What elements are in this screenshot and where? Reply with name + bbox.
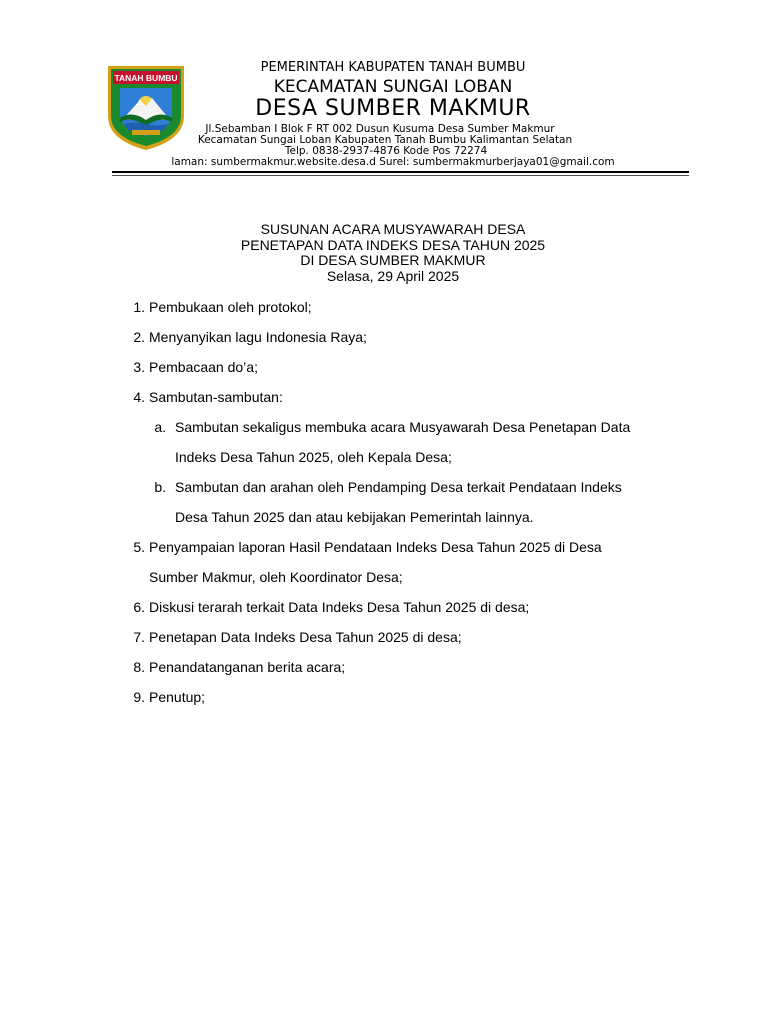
- letterhead-contact: laman: sumbermakmur.website.desa.d Surel: sumbermakmurberjaya01@gmail.com: [171, 156, 615, 168]
- list-text: Pembukaan oleh protokol;: [149, 299, 312, 315]
- sub-list-text-line1: Sambutan sekaligus membuka acara Musyawarah Desa Penetapan Data: [175, 419, 631, 435]
- letterhead-government: PEMERINTAH KABUPATEN TANAH BUMBU: [260, 60, 526, 75]
- list-number: 2.: [133, 329, 145, 345]
- list-text-line2: Sumber Makmur, oleh Koordinator Desa;: [149, 569, 403, 585]
- sub-list-text-line2: Desa Tahun 2025 dan atau kebijakan Pemerintah lainnya.: [175, 509, 534, 525]
- list-number: 7.: [133, 629, 145, 645]
- list-text: Sambutan-sambutan:: [149, 389, 283, 405]
- list-number: 5.: [133, 539, 145, 555]
- sub-list-text-line1: Sambutan dan arahan oleh Pendamping Desa terkait Pendataan Indeks: [175, 479, 622, 495]
- list-number: 3.: [133, 359, 145, 375]
- letterhead-divider-thin: [112, 175, 689, 176]
- letterhead-address-line2: Kecamatan Sungai Loban Kabupaten Tanah Bumbu Kalimantan Selatan: [197, 134, 573, 146]
- list-number: 9.: [133, 689, 145, 705]
- list-text-line1: Penyampaian laporan Hasil Pendataan Indeks Desa Tahun 2025 di Desa: [149, 539, 602, 555]
- sub-list-letter: a.: [154, 419, 166, 435]
- sub-list-text-line2: Indeks Desa Tahun 2025, oleh Kepala Desa;: [175, 449, 452, 465]
- list-text: Penetapan Data Indeks Desa Tahun 2025 di desa;: [149, 629, 462, 645]
- title-line3: DI DESA SUMBER MAKMUR: [300, 252, 486, 268]
- list-number: 4.: [133, 389, 145, 405]
- letterhead-address-line1: Jl.Sebamban I Blok F RT 002 Dusun Kusuma Desa Sumber Makmur: [205, 123, 555, 135]
- list-text: Diskusi terarah terkait Data Indeks Desa Tahun 2025 di desa;: [149, 599, 530, 615]
- letterhead-village: DESA SUMBER MAKMUR: [255, 96, 531, 121]
- title-line2: PENETAPAN DATA INDEKS DESA TAHUN 2025: [240, 236, 546, 253]
- list-number: 8.: [133, 659, 145, 675]
- title-date: Selasa, 29 April 2025: [326, 267, 460, 284]
- title-line1: SUSUNAN ACARA MUSYAWARAH DESA: [260, 221, 526, 237]
- list-text: Pembacaan do’a;: [149, 359, 258, 375]
- letterhead-phone: Telp. 0838-2937-4876 Kode Pos 72274: [284, 145, 488, 157]
- document-title: [0, 222, 768, 284]
- sub-list-letter: b.: [154, 479, 166, 495]
- letterhead-district: KECAMATAN SUNGAI LOBAN: [273, 77, 513, 97]
- list-text: Menyanyikan lagu Indonesia Raya;: [149, 329, 367, 345]
- list-text: Penutup;: [149, 689, 206, 705]
- letterhead-divider-thick: [112, 171, 689, 173]
- list-number: 6.: [133, 599, 145, 615]
- logo-text: TANAH BUMBU: [114, 73, 178, 83]
- list-text: Penandatanganan berita acara;: [149, 659, 346, 675]
- list-number: 1.: [133, 299, 145, 315]
